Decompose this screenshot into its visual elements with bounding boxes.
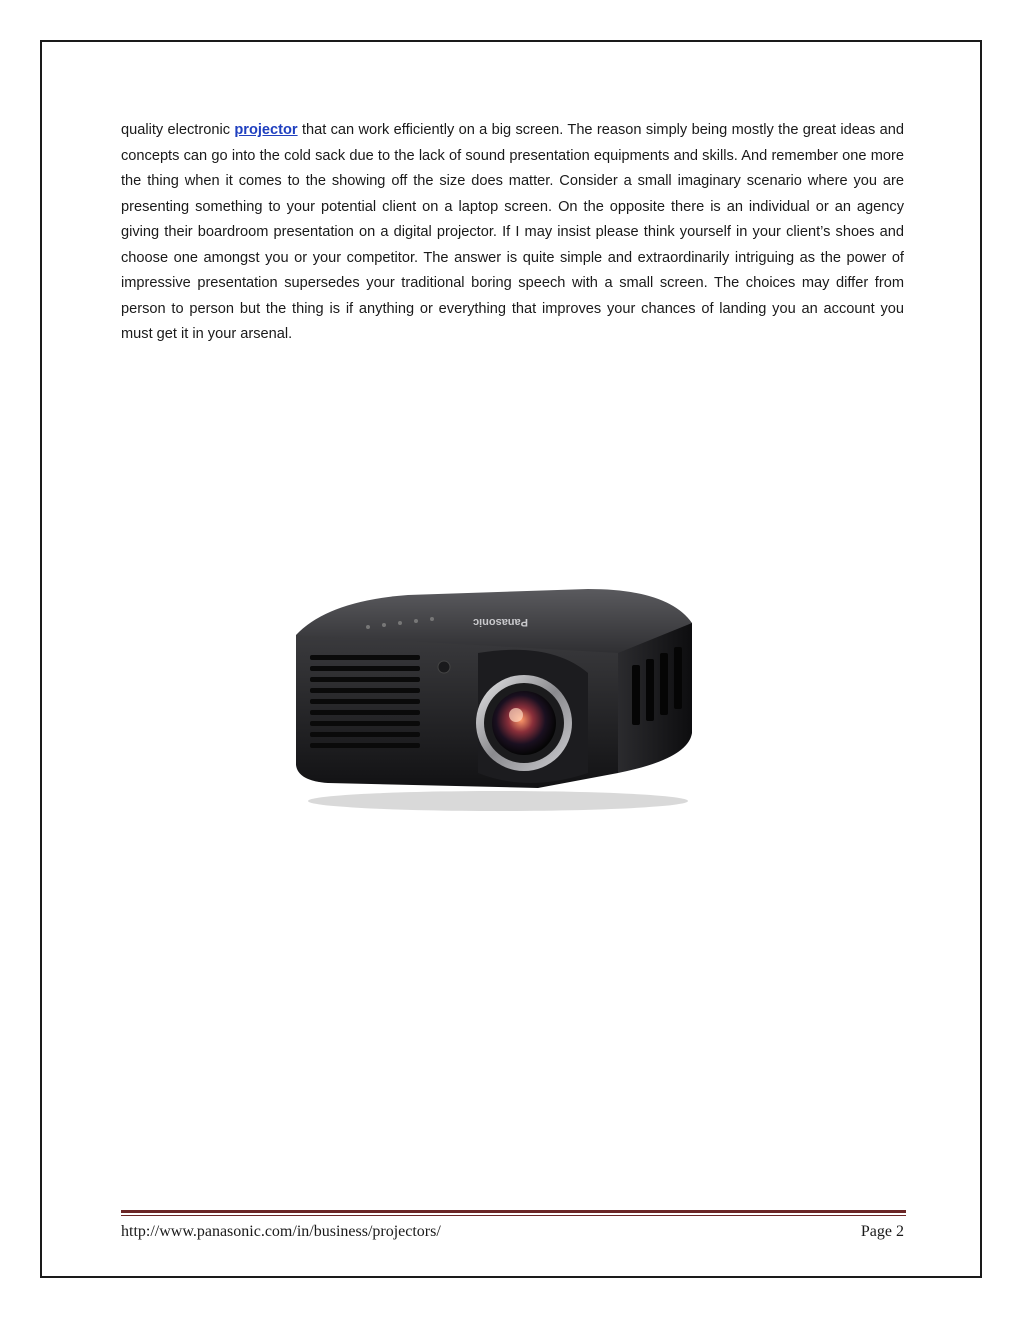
footer-divider-thin: [121, 1215, 906, 1216]
page-number: Page 2: [860, 1223, 904, 1240]
brand-label: Panasonic: [472, 616, 528, 628]
paragraph-text-rest: that can work efficiently on a big screen. The reason simply being mostly the great ideas and concepts can go into the cold sack due to the lack of sound presentation equipments and skills. And remember one more the thing when it comes to the showing off the size does matter. Consider a small imaginary scenario where you are presenting something to your potential client on a laptop screen. On the opposite there is an individual or an agency giving their boardroom presentation on a digital projector. If I may insist please think yourself in your client’s shoes and choose one amongst you or your competitor. The answer is quite simple and extraordinarily intriguing as the power of impressive presentation supersedes your traditional boring speech with a small screen. The choices may differ from person to person but the thing is if anything or everything that improves your chances of landing you an account you must get it in your arsenal.: [121, 122, 904, 342]
projector-image: [288, 583, 700, 815]
body-paragraph: [121, 118, 904, 348]
projector-icon: [288, 583, 700, 815]
footer-url: http://www.panasonic.com/in/business/projectors/: [121, 1223, 441, 1240]
paragraph-text-start: quality electronic: [121, 122, 235, 138]
footer-divider: [121, 1210, 906, 1213]
projector-link[interactable]: projector: [234, 122, 298, 138]
